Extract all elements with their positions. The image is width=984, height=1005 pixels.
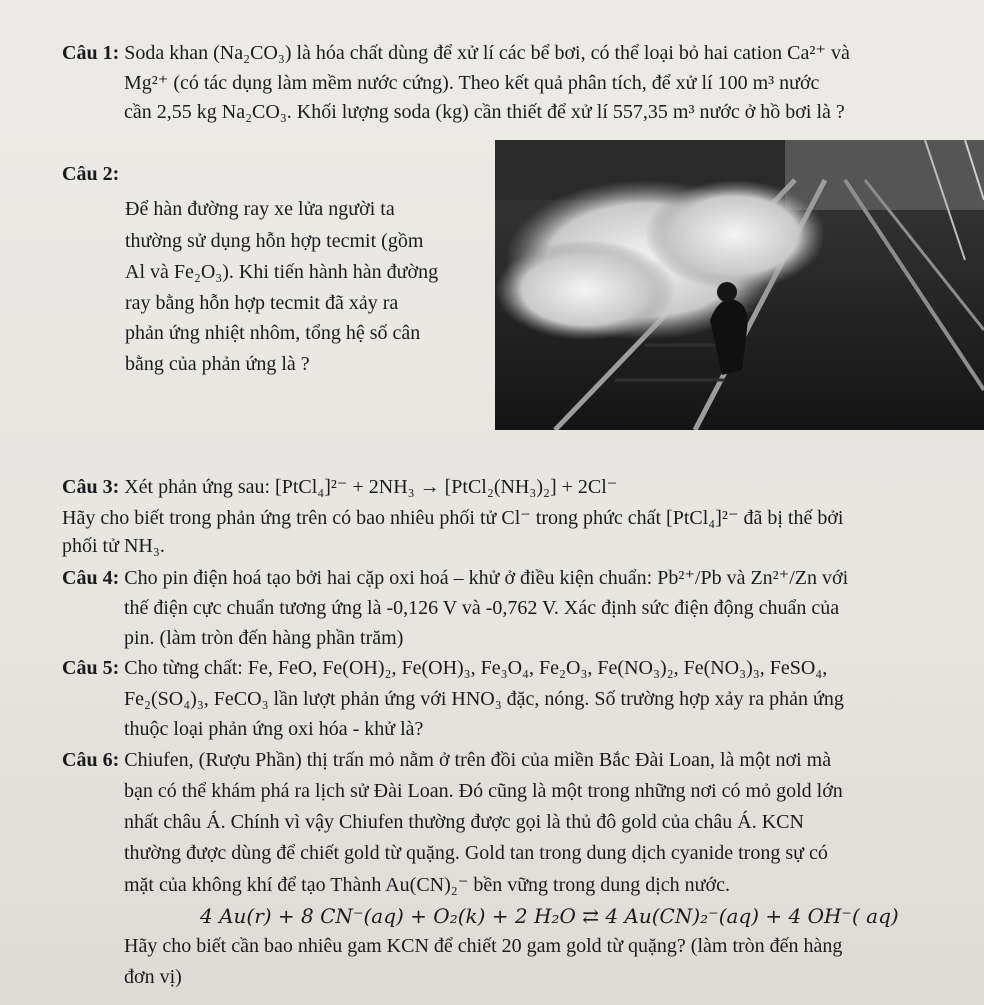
q6-line4: thường được dùng để chiết gold từ quặng. Gold tan trong dung dịch cyanide trong sự có bbox=[124, 842, 828, 864]
rail-welding-image bbox=[495, 140, 984, 430]
q5-line3: thuộc loại phản ứng oxi hóa - khử là? bbox=[124, 718, 424, 740]
q3-line3: phối tử NH₃. bbox=[62, 535, 165, 557]
q4-line1: Câu 4: Cho pin điện hoá tạo bởi hai cặp oxi hoá – khử ở điều kiện chuẩn: Pb²⁺/Pb và Zn²⁺/Zn với bbox=[62, 567, 849, 589]
q1-line1: Câu 1: Soda khan (Na₂CO₃) là hóa chất dùng để xử lí các bể bơi, có thể loại bỏ hai cation Ca²⁺ và bbox=[62, 42, 850, 64]
q2-line: Để hàn đường ray xe lửa người ta bbox=[125, 198, 395, 220]
rail-welding-photo bbox=[495, 140, 984, 430]
q5-line2: Fe₂(SO₄)₃, FeCO₃ lần lượt phản ứng với HNO₃ đặc, nóng. Số trường hợp xảy ra phản ứng bbox=[124, 688, 844, 710]
q6-line6: Hãy cho biết cần bao nhiêu gam KCN để chiết 20 gam gold từ quặng? (làm tròn đến hàng bbox=[124, 935, 843, 957]
q6-equation: 4 Au(r) + 8 CN⁻(aq) + O₂(k) + 2 H₂O ⇄ 4 Au(CN)₂⁻(aq) + 4 OH⁻( aq) bbox=[200, 904, 899, 928]
q4-line2: thế điện cực chuẩn tương ứng là -0,126 V và -0,762 V. Xác định sức điện động chuẩn của bbox=[124, 597, 840, 619]
q2-line: phản ứng nhiệt nhôm, tổng hệ số cân bbox=[125, 322, 421, 344]
q4-line3: pin. (làm tròn đến hàng phần trăm) bbox=[124, 627, 404, 649]
q4-number: Câu 4: bbox=[62, 567, 120, 589]
q1-line3: cần 2,55 kg Na₂CO₃. Khối lượng soda (kg) cần thiết để xử lí 557,35 m³ nước ở hồ bơi là ? bbox=[124, 101, 845, 123]
q2-line: bằng của phản ứng là ? bbox=[125, 353, 310, 375]
q3-line1: Câu 3: Xét phản ứng sau: [PtCl₄]²⁻ + 2NH₃ → [PtCl₂(NH₃)₂] + 2Cl⁻ bbox=[62, 476, 618, 498]
q5-number: Câu 5: bbox=[62, 657, 120, 679]
q6-line7: đơn vị) bbox=[124, 966, 182, 988]
q5-line1: Câu 5: Cho từng chất: Fe, FeO, Fe(OH)₂, Fe(OH)₃, Fe₃O₄, Fe₂O₃, Fe(NO₃)₂, Fe(NO₃)₃, FeSO₄, bbox=[62, 657, 828, 679]
q6-number: Câu 6: bbox=[62, 749, 120, 771]
q2-number: Câu 2: bbox=[62, 163, 120, 185]
q2-line: Al và Fe₂O₃). Khi tiến hành hàn đường bbox=[125, 261, 439, 283]
q2-line: ray bằng hỗn hợp tecmit đã xảy ra bbox=[125, 292, 399, 314]
q2-line: thường sử dụng hỗn hợp tecmit (gồm bbox=[125, 230, 424, 252]
q1-number: Câu 1: bbox=[62, 42, 120, 64]
q6-line3: nhất châu Á. Chính vì vậy Chiufen thường được gọi là thủ đô gold của châu Á. KCN bbox=[124, 811, 804, 833]
q6-line5: mặt của không khí để tạo Thành Au(CN)₂⁻ bền vững trong dung dịch nước. bbox=[124, 874, 730, 896]
q6-line1: Câu 6: Chiufen, (Rượu Phần) thị trấn mỏ nằm ở trên đồi của miền Bắc Đài Loan, là một nơi mà bbox=[62, 749, 832, 771]
q3-line2: Hãy cho biết trong phản ứng trên có bao nhiêu phối tử Cl⁻ trong phức chất [PtCl₄]²⁻ đã bị thế bởi bbox=[62, 507, 844, 529]
q1-line2: Mg²⁺ (có tác dụng làm mềm nước cứng). Theo kết quả phân tích, để xử lí 100 m³ nước bbox=[124, 72, 820, 94]
q6-line2: bạn có thể khám phá ra lịch sử Đài Loan. Đó cũng là một trong những nơi có mỏ gold lớn bbox=[124, 780, 843, 802]
q3-number: Câu 3: bbox=[62, 476, 120, 498]
